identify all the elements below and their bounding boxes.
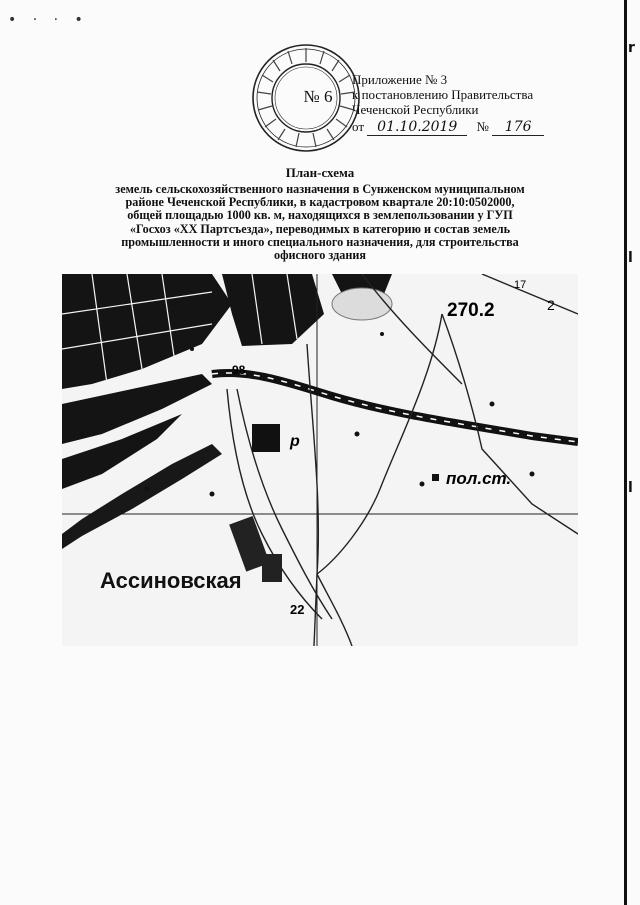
edge-label: 17 xyxy=(514,279,527,291)
number-value: 176 xyxy=(492,120,544,136)
subtitle-line: промышленности и иного специального назначения, для строительства xyxy=(121,234,519,249)
lake xyxy=(332,288,392,320)
document-title: План-схема xyxy=(285,165,355,180)
station-label: пол.ст. xyxy=(446,469,512,488)
map-letter-label: р xyxy=(290,433,300,450)
station-marker xyxy=(432,474,439,481)
edge-mark: l xyxy=(628,480,633,496)
subtitle-line: общей площадью 1000 кв. м, находящихся в землепользовании у ГУП xyxy=(127,208,513,223)
place-name: Ассиновская xyxy=(100,568,242,593)
page-edge-line xyxy=(624,0,627,905)
subtitle-line: «Госхоз «XX Партсъезда», переводимых в категорию и состав земель xyxy=(129,221,511,236)
appendix-date-row xyxy=(352,119,544,136)
map-fragment xyxy=(62,274,578,646)
subtitle-line: земель сельскохозяйственного назначения в Сунженском муниципальном xyxy=(115,182,525,196)
appendix-title: Приложение № 3 xyxy=(352,72,448,87)
elevation-label: 270.2 xyxy=(447,300,495,321)
edge-mark: r xyxy=(628,40,635,56)
scan-specks: • · · • xyxy=(8,12,89,28)
target-plot-marker xyxy=(252,424,280,452)
map-number-label: 22 xyxy=(290,602,305,617)
map-number-label: 98 xyxy=(232,363,246,377)
seal-number: № 6 xyxy=(303,87,333,106)
number-prefix: № xyxy=(476,119,489,134)
appendix-reference: к постановлению Правительства xyxy=(352,87,534,102)
subtitle-line: районе Чеченской Республики, в кадастровом квартале 20:10:0502000, xyxy=(125,195,515,210)
appendix-block xyxy=(352,72,544,136)
corner-label: 2 xyxy=(547,297,555,313)
date-prefix: от xyxy=(352,119,365,134)
edge-mark: l xyxy=(628,250,633,266)
subtitle-line: офисного здания xyxy=(273,248,367,263)
date-value: 01.10.2019 xyxy=(367,120,467,136)
appendix-authority: Чеченской Республики xyxy=(352,102,479,117)
document-subtitle xyxy=(58,183,582,262)
building-block xyxy=(262,554,282,582)
